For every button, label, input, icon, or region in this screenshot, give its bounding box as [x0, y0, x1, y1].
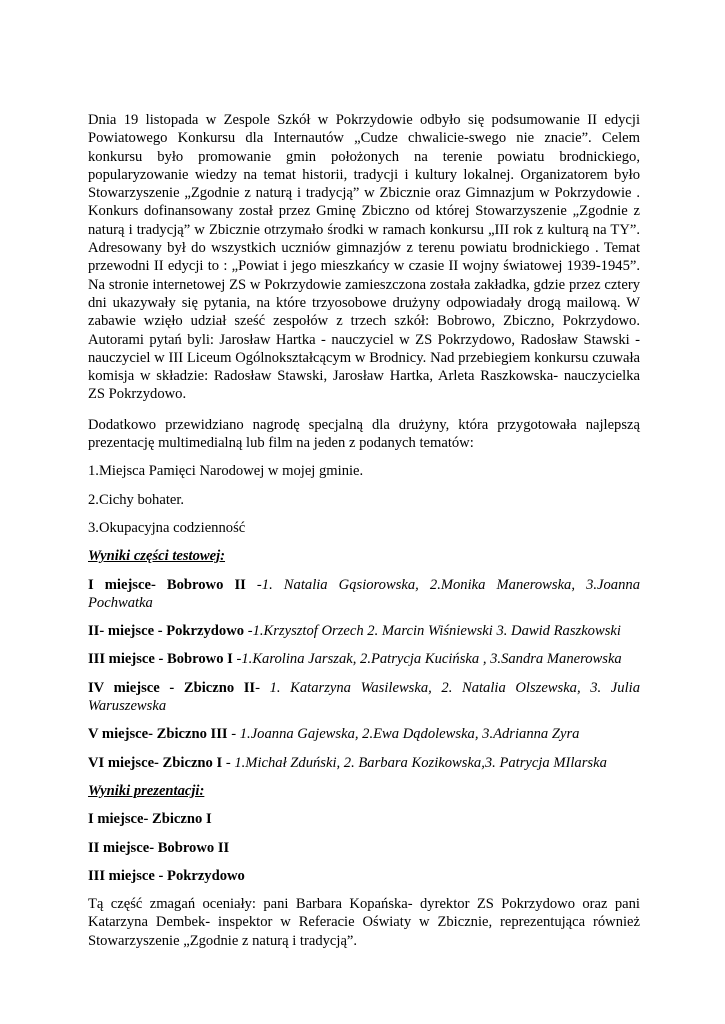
- topic-item: 2.Cichy bohater.: [88, 491, 185, 508]
- result-separator: -: [222, 754, 235, 771]
- result-separator: -: [227, 726, 240, 743]
- result-members: 1. Natalia Gąsiorowska, 2.Monika Manerowska, 3.Joanna Pochwatka: [88, 576, 640, 611]
- test-result-row: [88, 679, 640, 716]
- presentation-result-row: I miejsce- Zbiczno I: [88, 811, 212, 828]
- test-result-row: [88, 650, 640, 668]
- closing-paragraph: Tą część zmagań oceniały: pani Barbara Kopańska- dyrektor ZS Pokrzydowo oraz pani Katarzyna Dembek- inspektor w Referacie Oświaty w Zbicznie, reprezentująca również Stowarzyszenie „Zgodnie z naturą i tradycją”.: [88, 896, 640, 949]
- presentation-result-row: II miejsce- Bobrowo II: [88, 839, 230, 856]
- result-place: V miejsce- Zbiczno III: [88, 726, 228, 743]
- result-place: II- miejsce - Pokrzydowo: [88, 623, 245, 640]
- test-result-row: [88, 754, 640, 772]
- document-page: [88, 111, 640, 960]
- test-result-row: [88, 725, 640, 743]
- result-members: 1. Katarzyna Wasilewska, 2. Natalia Olszewska, 3. Julia Waruszewska: [88, 679, 640, 715]
- result-place: IV miejsce - Zbiczno II: [88, 679, 256, 696]
- result-members: 1.Krzysztof Orzech 2. Marcin Wiśniewski 3. Dawid Raszkowski: [252, 623, 621, 640]
- test-result-row: [88, 622, 640, 640]
- result-place: III miejsce - Bobrowo I: [88, 651, 233, 668]
- result-place: I miejsce- Bobrowo II: [88, 576, 246, 593]
- presentation-result-row: III miejsce - Pokrzydowo: [88, 867, 245, 884]
- special-prize-paragraph: Dodatkowo przewidziano nagrodę specjalną dla drużyny, która przygotowała najlepszą prezentację multimedialną lub film na jeden z podanych tematów:: [88, 416, 640, 452]
- test-results-heading: Wyniki części testowej:: [88, 548, 226, 565]
- result-members: 1.Michał Zduński, 2. Barbara Kozikowska,3. Patrycja MIlarska: [234, 754, 607, 771]
- result-members: 1.Joanna Gajewska, 2.Ewa Dądolewska, 3.Adrianna Zyra: [239, 726, 580, 743]
- result-separator: -: [255, 679, 270, 696]
- intro-paragraph: Dnia 19 listopada w Zespole Szkół w Pokrzydowie odbyło się podsumowanie II edycji Powiatowego Konkursu dla Internautów „Cudze chwalicie-swego nie znacie”. Celem konkursu było promowanie gmin położonych na terenie powiatu brodnickiego, popularyzowanie wiedzy na temat historii, tradycji i kultury lokalnej. Organizatorem było Stowarzyszenie „Zgodnie z naturą i tradycją” w Zbicznie oraz Gimnazjum w Pokrzydowie . Konkurs dofinansowany został przez Gminę Zbiczno od której Stowarzyszenie „Zgodnie z naturą i tradycją” w Zbicznie otrzymało środki w ramach konkursu „III rok z kulturą na TY”. Adresowany był do wszystkich uczniów gimnazjów z terenu powiatu brodnickiego . Temat przewodni II edycji to : „Powiat i jego mieszkańcy w czasie II wojny światowej 1939-1945”. Na stronie internetowej ZS w Pokrzydowie zamieszczona została zakładka, gdzie przez cztery dni ukazywały się pytania, na które trzyosobowe drużyny odpowiadały drogą mailową. W zabawie wzięło udział sześć zespołów z trzech szkół: Bobrowo, Zbiczno, Pokrzydowo. Autorami pytań byli: Jarosław Hartka - nauczyciel w ZS Pokrzydowo, Radosław Stawski - nauczyciel w III Liceum Ogólnokształcącym w Brodnicy. Nad przebiegiem konkursu czuwała komisja w składzie: Radosław Stawski, Jarosław Hartka, Arleta Raszkowska- nauczycielka ZS Pokrzydowo.: [88, 112, 640, 403]
- topic-item: 1.Miejsca Pamięci Narodowej w mojej gminie.: [88, 463, 364, 480]
- test-result-row: [88, 576, 640, 613]
- result-members: 1.Karolina Jarszak, 2.Patrycja Kucińska , 3.Sandra Manerowska: [241, 651, 622, 668]
- topic-item: 3.Okupacyjna codzienność: [88, 519, 246, 536]
- result-separator: -: [232, 651, 242, 668]
- result-separator: -: [245, 576, 262, 593]
- result-separator: -: [244, 623, 253, 640]
- presentation-results-heading: Wyniki prezentacji:: [88, 782, 205, 799]
- result-place: VI miejsce- Zbiczno I: [88, 754, 223, 771]
